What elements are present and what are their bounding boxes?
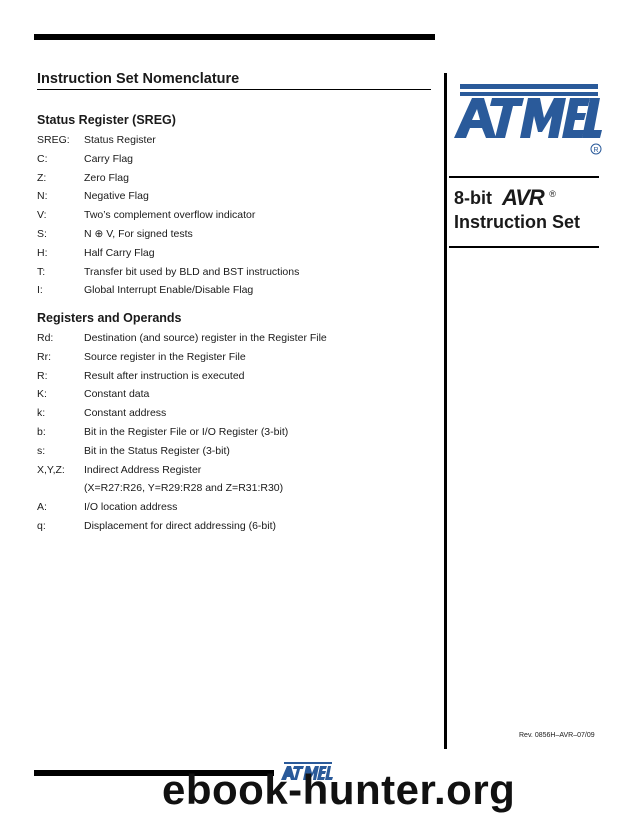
definition-value: Status Register: [84, 134, 156, 146]
definition-value: Constant address: [84, 407, 167, 420]
definition-value: Half Carry Flag: [84, 246, 155, 259]
page-title: Instruction Set Nomenclature: [37, 71, 240, 87]
definition-value: Indirect Address Register: [84, 463, 202, 476]
definition-key: s:: [37, 444, 46, 457]
definition-value: Negative Flag: [84, 190, 149, 203]
product-rule-top: [449, 176, 599, 178]
definition-key: b:: [37, 426, 46, 438]
avr-logo: AVR ®: [502, 186, 544, 210]
definition-key: I:: [37, 284, 43, 297]
definition-key: T:: [37, 265, 46, 278]
definition-key: N:: [37, 190, 48, 203]
definition-value: Two’s complement overflow indicator: [84, 209, 256, 222]
top-rule-bar: [34, 34, 435, 40]
watermark-text: ebook-hunter.org: [162, 766, 516, 813]
definition-key: X,Y,Z:: [37, 463, 65, 476]
definition-key: V:: [37, 209, 47, 222]
product-rule-bottom: [449, 246, 599, 248]
definition-value: I/O location address: [84, 501, 178, 514]
definition-value: Constant data: [84, 388, 150, 401]
definition-value: Bit in the Status Register (3-bit): [84, 444, 230, 457]
definition-value: Source register in the Register File: [84, 350, 246, 363]
definition-value: N ⊕ V, For signed tests: [84, 228, 193, 240]
definition-key: K:: [37, 388, 47, 401]
definition-value: Transfer bit used by BLD and BST instructions: [84, 265, 300, 278]
definition-value: (X=R27:R26, Y=R29:R28 and Z=R31:R30): [84, 482, 284, 495]
definition-key: H:: [37, 246, 48, 259]
definition-key: Z:: [37, 171, 47, 184]
definition-value: Zero Flag: [84, 171, 129, 184]
product-prefix: 8-bit: [454, 188, 492, 208]
definition-key: Rd:: [37, 332, 54, 344]
revision-text: Rev. 0856H–AVR–07/09: [519, 732, 595, 739]
definition-value: Bit in the Register File or I/O Register (3-bit): [84, 426, 289, 438]
svg-text:R: R: [593, 147, 599, 154]
product-subtitle: Instruction Set: [454, 212, 581, 232]
product-title: [454, 186, 580, 234]
atmel-logo: [450, 82, 605, 158]
title-underline: [37, 89, 431, 90]
registers-section-title: Registers and Operands: [37, 311, 182, 325]
definition-key: R:: [37, 369, 48, 382]
vertical-divider: [444, 73, 447, 749]
definition-key: k:: [37, 407, 46, 420]
definition-key: C:: [37, 152, 48, 165]
definition-key: SREG:: [37, 134, 70, 146]
definition-key: A:: [37, 501, 47, 514]
definition-key: q:: [37, 520, 46, 532]
definition-key: S:: [37, 228, 47, 240]
registered-mark: ®: [549, 189, 555, 199]
definition-value: Displacement for direct addressing (6-bit): [84, 520, 276, 532]
definition-value: Result after instruction is executed: [84, 369, 245, 382]
sreg-section-title: Status Register (SREG): [37, 113, 176, 127]
definition-key: Rr:: [37, 350, 51, 363]
definition-value: Destination (and source) register in the Register File: [84, 332, 327, 344]
definition-value: Global Interrupt Enable/Disable Flag: [84, 284, 254, 297]
definition-value: Carry Flag: [84, 152, 134, 165]
